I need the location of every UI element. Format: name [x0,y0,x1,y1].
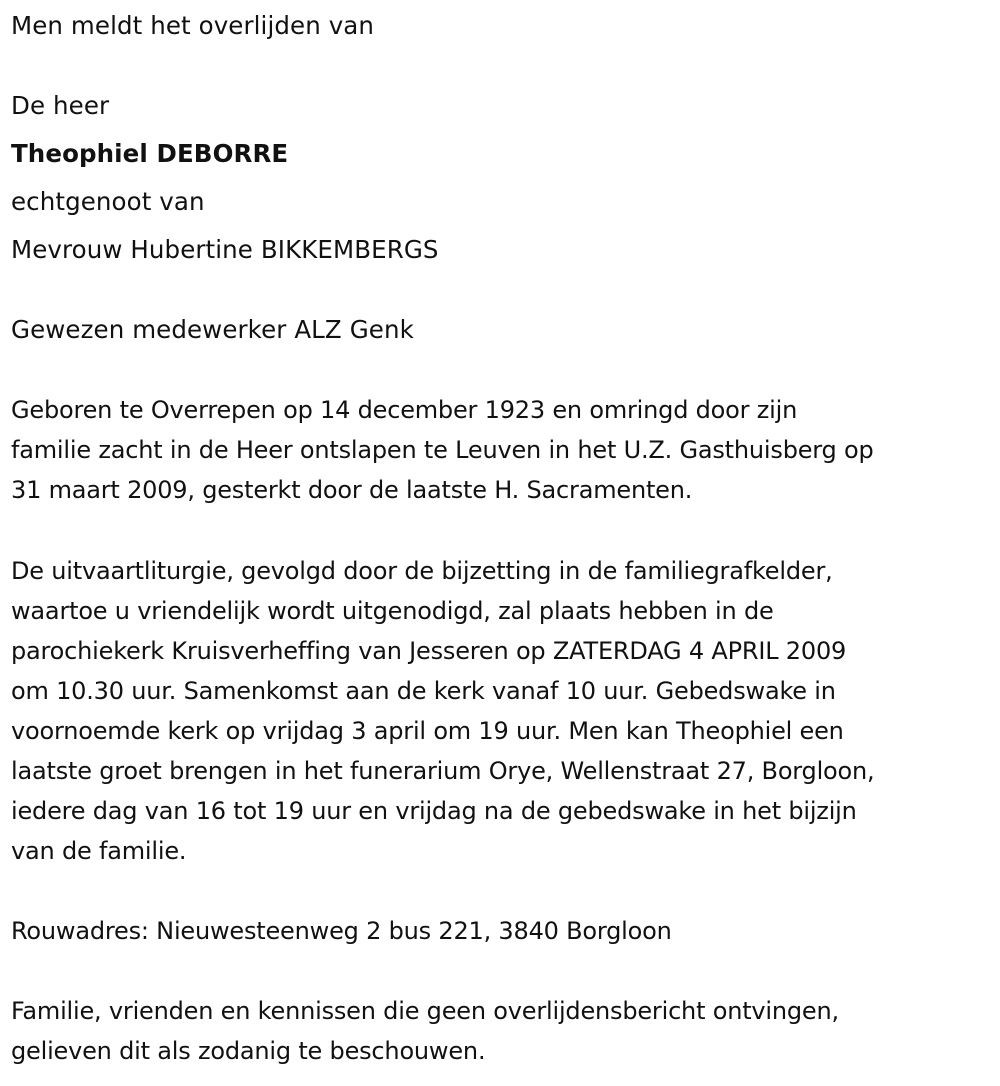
mourning-address: Rouwadres: Nieuwesteenweg 2 bus 221, 3840 Borgloon [11,917,672,945]
paragraph-line: 31 maart 2009, gesterkt door de laatste H. Sacramenten. [11,476,693,504]
intro-text: Men meldt het overlijden van [11,11,375,40]
spouse-name: Mevrouw Hubertine BIKKEMBERGS [11,235,439,264]
occupation-text: Gewezen medewerker ALZ Genk [11,315,414,344]
paragraph-line: gelieven dit als zodanig te beschouwen. [11,1037,486,1065]
paragraph-line: voornoemde kerk op vrijdag 3 april om 19 uur. Men kan Theophiel een [11,717,844,745]
paragraph-line: Geboren te Overrepen op 14 december 1923 en omringd door zijn [11,396,798,424]
relation-text: echtgenoot van [11,187,205,216]
paragraph-line: laatste groet brengen in het funerarium Orye, Wellenstraat 27, Borgloon, [11,757,875,785]
paragraph-line: om 10.30 uur. Samenkomst aan de kerk vanaf 10 uur. Gebedswake in [11,677,836,705]
paragraph-line: iedere dag van 16 tot 19 uur en vrijdag na de gebedswake in het bijzijn [11,797,857,825]
paragraph-line: waartoe u vriendelijk wordt uitgenodigd, zal plaats hebben in de [11,597,774,625]
deceased-name: Theophiel DEBORRE [11,139,289,168]
paragraph-line: De uitvaartliturgie, gevolgd door de bijzetting in de familiegrafkelder, [11,557,833,585]
paragraph-line: familie zacht in de Heer ontslapen te Leuven in het U.Z. Gasthuisberg op [11,436,874,464]
paragraph-line: Familie, vrienden en kennissen die geen overlijdensbericht ontvingen, [11,997,839,1025]
title-prefix: De heer [11,91,110,120]
paragraph-line: van de familie. [11,837,187,865]
paragraph-line: parochiekerk Kruisverheffing van Jesseren op ZATERDAG 4 APRIL 2009 [11,637,847,665]
